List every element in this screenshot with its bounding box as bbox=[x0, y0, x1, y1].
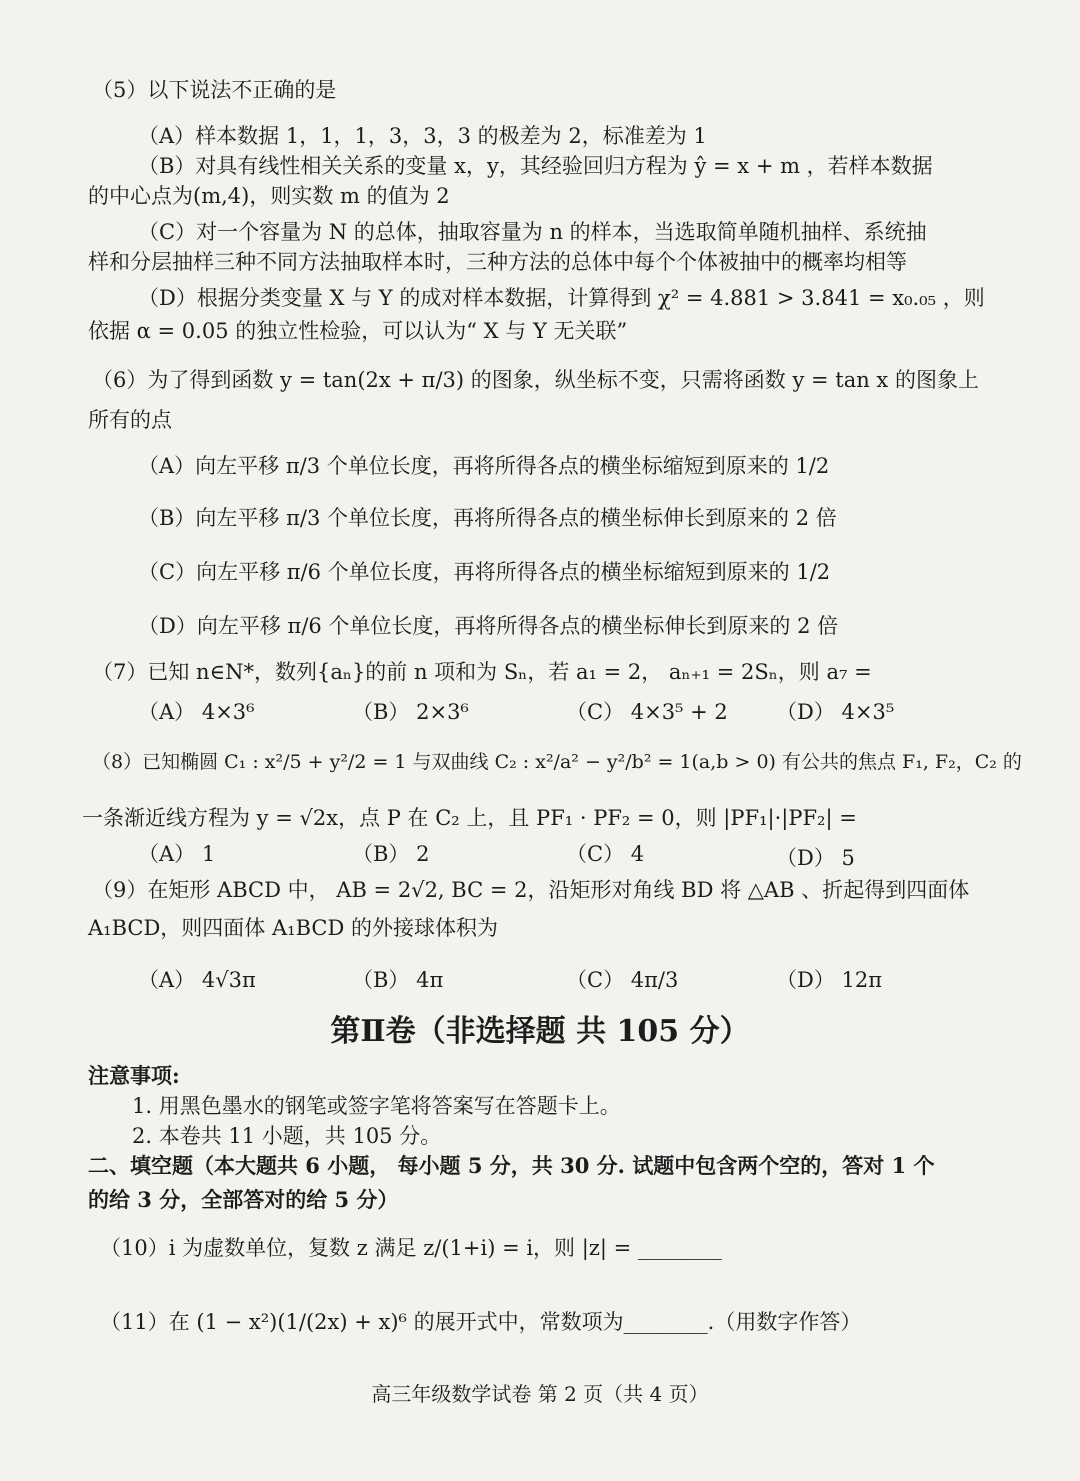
q6-option-b: （B）向左平移 π/3 个单位长度，再将所得各点的横坐标伸长到原来的 2 倍 bbox=[138, 506, 837, 530]
q9-option-c: （C） 4π/3 bbox=[566, 968, 679, 992]
note-1: 1. 用黑色墨水的钢笔或签字笔将答案写在答题卡上。 bbox=[132, 1094, 621, 1118]
q6-option-d: （D）向左平移 π/6 个单位长度，再将所得各点的横坐标伸长到原来的 2 倍 bbox=[138, 614, 839, 638]
q5-option-c-line2: 样和分层抽样三种不同方法抽取样本时，三种方法的总体中每个个体被抽中的概率均相等 bbox=[88, 250, 907, 274]
q11-text: （11）在 (1 − x²)(1/(2x) + x)⁶ 的展开式中，常数项为________.（用数字作答） bbox=[100, 1310, 862, 1334]
q8-stem-line1: （8）已知椭圆 C₁ : x²/5 + y²/2 = 1 与双曲线 C₂ : x²/a² − y²/b² = 1(a,b > 0) 有公共的焦点 F₁, F₂，C₂ 的 bbox=[92, 751, 1022, 773]
q7-option-b: （B） 2×3⁶ bbox=[352, 700, 469, 724]
q5-option-d-line2: 依据 α = 0.05 的独立性检验，可以认为“ X 与 Y 无关联” bbox=[88, 319, 628, 343]
q9-option-b: （B） 4π bbox=[352, 968, 444, 992]
q6-option-a: （A）向左平移 π/3 个单位长度，再将所得各点的横坐标缩短到原来的 1/2 bbox=[138, 454, 830, 478]
q5-option-d-line1: （D）根据分类变量 X 与 Y 的成对样本数据，计算得到 χ² = 4.881 > 3.841 = x₀.₀₅ ，则 bbox=[138, 286, 985, 310]
page-footer: 高三年级数学试卷 第 2 页（共 4 页） bbox=[371, 1382, 709, 1406]
q7-option-a: （A） 4×3⁶ bbox=[138, 700, 255, 724]
q7-option-c: （C） 4×3⁵ + 2 bbox=[566, 700, 728, 724]
fill-in-heading-line1: 二、填空题（本大题共 6 小题， 每小题 5 分，共 30 分. 试题中包含两个空的，答对 1 个 bbox=[88, 1153, 935, 1178]
q5-option-c-line1: （C）对一个容量为 N 的总体，抽取容量为 n 的样本，当选取简单随机抽样、系统抽 bbox=[138, 220, 927, 244]
q5-option-a: （A）样本数据 1，1，1，3，3，3 的极差为 2，标准差为 1 bbox=[138, 124, 707, 148]
q8-option-c: （C） 4 bbox=[566, 842, 645, 866]
q8-stem-line2: 一条渐近线方程为 y = √2x，点 P 在 C₂ 上，且 PF₁ · PF₂ = 0，则 |PF₁|·|PF₂| = bbox=[82, 806, 857, 830]
q6-stem-line2: 所有的点 bbox=[88, 408, 172, 432]
q9-option-a: （A） 4√3π bbox=[138, 968, 256, 992]
q5-option-b-line2: 的中心点为(m,4)，则实数 m 的值为 2 bbox=[88, 184, 450, 208]
q8-option-d: （D） 5 bbox=[776, 846, 855, 870]
q8-option-a: （A） 1 bbox=[138, 842, 216, 866]
q7-option-d: （D） 4×3⁵ bbox=[776, 700, 895, 724]
q10-text: （10）i 为虚数单位，复数 z 满足 z/(1+i) = i，则 |z| = ________ bbox=[100, 1236, 722, 1260]
q5-option-b-line1: （B）对具有线性相关关系的变量 x，y，其经验回归方程为 ŷ = x + m ，若样本数据 bbox=[138, 154, 933, 178]
q6-option-c: （C）向左平移 π/6 个单位长度，再将所得各点的横坐标缩短到原来的 1/2 bbox=[138, 560, 831, 584]
q9-option-d: （D） 12π bbox=[776, 968, 883, 992]
q7-stem: （7）已知 n∈N*，数列{aₙ}的前 n 项和为 Sₙ，若 a₁ = 2， aₙ₊₁ = 2Sₙ，则 a₇ = bbox=[92, 660, 872, 684]
q6-stem-line1: （6）为了得到函数 y = tan(2x + π/3) 的图象，纵坐标不变，只需将函数 y = tan x 的图象上 bbox=[92, 368, 979, 392]
q9-stem-line2: A₁BCD，则四面体 A₁BCD 的外接球体积为 bbox=[88, 916, 498, 940]
part2-title: 第Ⅱ卷（非选择题 共 105 分） bbox=[330, 1014, 750, 1049]
notes-heading: 注意事项: bbox=[88, 1063, 180, 1088]
note-2: 2. 本卷共 11 小题，共 105 分。 bbox=[132, 1124, 442, 1148]
q9-stem-line1: （9）在矩形 ABCD 中， AB = 2√2, BC = 2，沿矩形对角线 BD 将 △AB 、折起得到四面体 bbox=[92, 878, 970, 902]
q8-option-b: （B） 2 bbox=[352, 842, 430, 866]
q5-stem: （5）以下说法不正确的是 bbox=[92, 78, 337, 102]
fill-in-heading-line2: 的给 3 分，全部答对的给 5 分） bbox=[88, 1187, 399, 1212]
